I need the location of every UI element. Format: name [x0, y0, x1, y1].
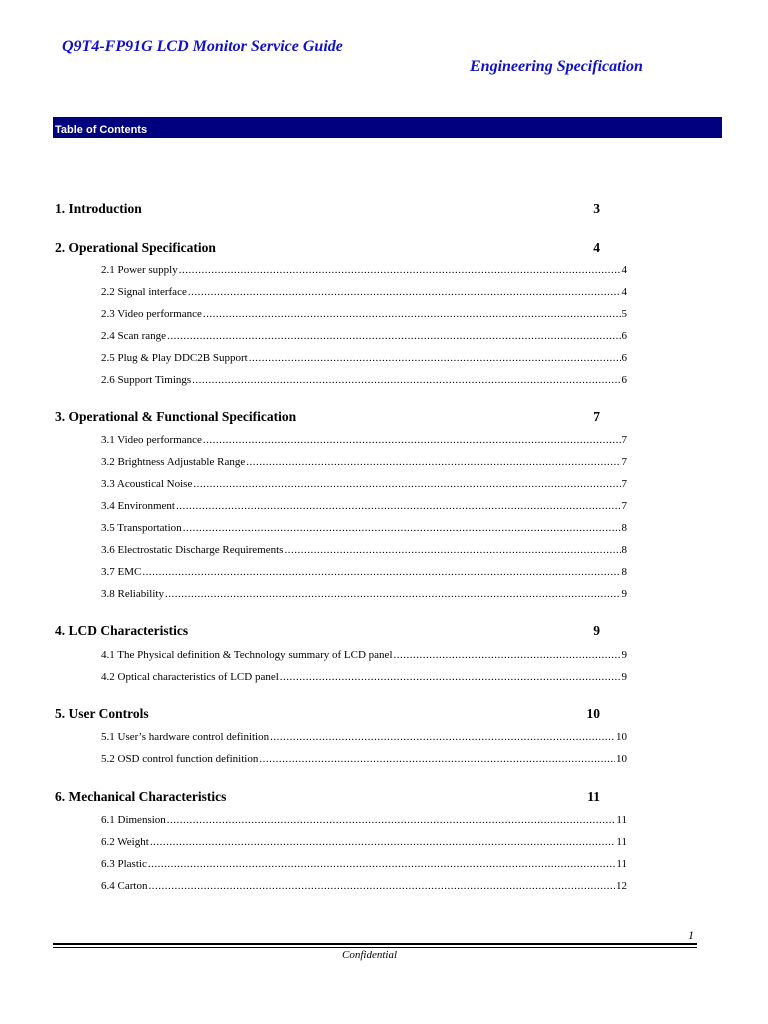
dot-leader — [394, 648, 621, 662]
toc-entry-title: 3.1 Video performance — [101, 434, 202, 446]
toc-entry-title: 3.3 Acoustical Noise — [101, 478, 193, 490]
toc-entry-title: 5.1 User’s hardware control definition — [101, 731, 270, 743]
toc-entry[interactable] — [101, 835, 627, 849]
toc-entry[interactable] — [101, 307, 627, 321]
toc-entry-page: 11 — [616, 814, 627, 826]
dot-leader — [259, 752, 615, 766]
toc-entry-page: 12 — [616, 880, 627, 892]
toc-entry[interactable] — [101, 587, 627, 601]
toc-section[interactable] — [55, 788, 600, 806]
page-number: 1 — [688, 928, 694, 942]
toc-entry-page: 4 — [621, 286, 627, 298]
dot-leader — [150, 835, 616, 849]
dot-leader — [167, 329, 620, 343]
toc-entry[interactable] — [101, 813, 627, 827]
toc-entry-title: 3.2 Brightness Adjustable Range — [101, 456, 246, 468]
dot-leader — [176, 499, 621, 513]
dot-leader — [203, 433, 621, 447]
toc-entry[interactable] — [101, 373, 627, 387]
toc-entry-title: 4.2 Optical characteristics of LCD panel — [101, 671, 279, 683]
toc-entry-page: 10 — [616, 731, 627, 743]
footer-rule-thin — [53, 947, 697, 948]
toc-entry-title: 6.3 Plastic — [101, 858, 147, 870]
dot-leader — [183, 521, 621, 535]
toc-entry-title: 2.4 Scan range — [101, 330, 167, 342]
dot-leader — [142, 565, 620, 579]
document-title: Q9T4-FP91G LCD Monitor Service Guide — [62, 38, 343, 55]
toc-entry-page: 6 — [621, 352, 627, 364]
toc-section[interactable] — [55, 408, 600, 426]
dot-leader — [179, 263, 621, 277]
toc-entry-title: 3.5 Transportation — [101, 522, 182, 534]
toc-entry[interactable] — [101, 285, 627, 299]
toc-entry-page: 10 — [616, 753, 627, 765]
toc-entry-page: 11 — [616, 836, 627, 848]
toc-entry-title: 4.1 The Physical definition & Technology summary of LCD panel — [101, 649, 393, 661]
toc-entry-page: 8 — [621, 544, 627, 556]
toc-entry-title: 2.2 Signal interface — [101, 286, 187, 298]
dot-leader — [270, 730, 615, 744]
dot-leader — [284, 543, 620, 557]
toc-entry[interactable] — [101, 329, 627, 343]
dot-leader — [193, 477, 620, 491]
toc-entry[interactable] — [101, 433, 627, 447]
toc-section-page: 9 — [593, 623, 600, 638]
toc-section-title: 3. Operational & Functional Specification — [55, 409, 297, 424]
toc-entry[interactable] — [101, 263, 627, 277]
toc-section-title: 4. LCD Characteristics — [55, 623, 189, 638]
toc-entry[interactable] — [101, 565, 627, 579]
toc-entry[interactable] — [101, 455, 627, 469]
toc-entry-title: 2.5 Plug & Play DDC2B Support — [101, 352, 248, 364]
toc-section[interactable] — [55, 200, 600, 218]
toc-entry-page: 9 — [621, 671, 627, 683]
toc-heading-bar: Table of Contents — [53, 117, 722, 138]
toc-section[interactable] — [55, 622, 600, 640]
toc-section-page: 7 — [593, 409, 600, 424]
dot-leader — [246, 455, 620, 469]
toc-entry[interactable] — [101, 752, 627, 766]
toc-section-page: 3 — [593, 201, 600, 216]
toc-entry-title: 3.6 Electrostatic Discharge Requirements — [101, 544, 284, 556]
toc-entry-page: 8 — [621, 566, 627, 578]
toc-entry-page: 7 — [621, 500, 627, 512]
toc-entry-page: 6 — [621, 374, 627, 386]
toc-entry[interactable] — [101, 521, 627, 535]
toc-entry[interactable] — [101, 879, 627, 893]
toc-entry[interactable] — [101, 477, 627, 491]
dot-leader — [188, 285, 621, 299]
dot-leader — [167, 813, 616, 827]
dot-leader — [148, 857, 616, 871]
toc-section-title: 5. User Controls — [55, 706, 149, 721]
toc-entry[interactable] — [101, 730, 627, 744]
dot-leader — [280, 670, 621, 684]
toc-entry-title: 2.3 Video performance — [101, 308, 202, 320]
toc-section-page: 11 — [587, 789, 600, 804]
toc-entry-page: 9 — [621, 588, 627, 600]
dot-leader — [203, 307, 621, 321]
toc-entry-page: 11 — [616, 858, 627, 870]
toc-entry-title: 3.7 EMC — [101, 566, 142, 578]
toc-section-title: 6. Mechanical Characteristics — [55, 789, 227, 804]
toc-entry[interactable] — [101, 857, 627, 871]
toc-section-title: 2. Operational Specification — [55, 240, 216, 255]
toc-entry-title: 6.4 Carton — [101, 880, 148, 892]
toc-entry-page: 8 — [621, 522, 627, 534]
document-subtitle: Engineering Specification — [470, 58, 643, 75]
toc-entry-title: 3.4 Environment — [101, 500, 175, 512]
toc-entry-page: 7 — [621, 456, 627, 468]
toc-entry-page: 7 — [621, 478, 627, 490]
dot-leader — [192, 373, 620, 387]
toc-entry-title: 5.2 OSD control function definition — [101, 753, 259, 765]
toc-entry-page: 9 — [621, 649, 627, 661]
toc-entry-title: 2.1 Power supply — [101, 264, 178, 276]
toc-section[interactable] — [55, 239, 600, 257]
footer-rule — [53, 943, 697, 945]
toc-section-title: 1. Introduction — [55, 201, 142, 216]
toc-entry[interactable] — [101, 543, 627, 557]
toc-entry-title: 3.8 Reliability — [101, 588, 164, 600]
toc-entry-title: 2.6 Support Timings — [101, 374, 192, 386]
toc-entry[interactable] — [101, 351, 627, 365]
toc-section-page: 10 — [586, 706, 600, 721]
toc-entry-title: 6.1 Dimension — [101, 814, 166, 826]
toc-entry[interactable] — [101, 499, 627, 513]
dot-leader — [249, 351, 621, 365]
toc-entry-page: 7 — [621, 434, 627, 446]
toc-section-page: 4 — [593, 240, 600, 255]
dot-leader — [148, 879, 615, 893]
toc-entry-title: 6.2 Weight — [101, 836, 149, 848]
toc-entry[interactable] — [101, 670, 627, 684]
toc-entry-page: 5 — [621, 308, 627, 320]
confidential-label: Confidential — [342, 949, 397, 961]
toc-entry[interactable] — [101, 648, 627, 662]
toc-entry-page: 4 — [621, 264, 627, 276]
toc-entry-page: 6 — [621, 330, 627, 342]
dot-leader — [165, 587, 621, 601]
toc-section[interactable] — [55, 705, 600, 723]
